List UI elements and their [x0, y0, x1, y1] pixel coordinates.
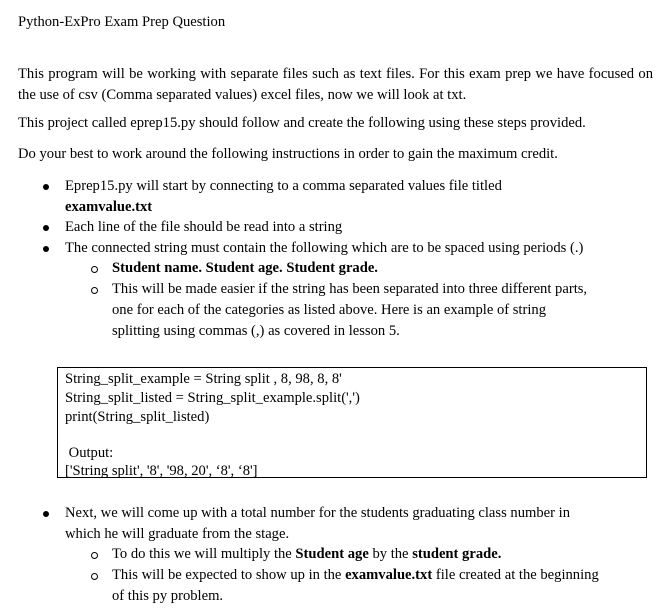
filename-bold: examvalue.txt — [65, 199, 153, 215]
sub-item-splitting — [112, 279, 644, 342]
total-line-2: which he will graduate from the stage. — [65, 526, 290, 542]
examvalue-bold: examvalue.txt — [345, 567, 433, 583]
multiply-text: To do this we will multiply the — [112, 546, 296, 562]
sub-item-fields — [112, 258, 644, 279]
bullet-item-total-number — [65, 503, 643, 545]
sub-item-multiply — [112, 544, 644, 565]
student-grade-bold: student grade. — [412, 546, 502, 562]
splitting-line-1: This will be made easier if the string has been separated into three different parts, — [112, 281, 588, 297]
code-line-1: String_split_example = String split , 8, 98, 8, 8' — [65, 371, 342, 387]
sub-bullet-icon — [91, 266, 98, 273]
splitting-line-2: one for each of the categories as listed above. Here is an example of string — [112, 302, 546, 318]
bullet-item-read-lines: Each line of the file should be read into a string — [65, 219, 343, 235]
code-output-value: ['String split', '8', '98, 20', ‘8', ‘8'] — [65, 463, 258, 479]
expected-text: This will be expected to show up in the — [112, 567, 346, 583]
bullet-item-connected-string: The connected string must contain the following which are to be spaced using periods (.) — [65, 240, 584, 256]
bullet-text: Eprep15.py will start by connecting to a comma separated values file titled — [65, 178, 502, 194]
total-line-1: Next, we will come up with a total number for the students graduating class number in — [65, 505, 570, 521]
bullet-icon — [43, 225, 49, 231]
project-paragraph: This project called eprep15.py should follow and create the following using these steps provided. — [18, 115, 586, 131]
code-output-label: Output: — [65, 445, 114, 461]
sub-item-expected-output — [112, 565, 644, 607]
document-title: Python-ExPro Exam Prep Question — [18, 14, 226, 30]
bullet-icon — [43, 184, 49, 190]
sub-bullet-icon — [91, 287, 98, 294]
bullet-icon — [43, 511, 49, 517]
bullet-item-connect — [65, 176, 643, 218]
student-age-bold: Student age — [295, 546, 369, 562]
intro-paragraph: This program will be working with separate files such as text files. For this exam prep we have focused on the use of csv (Comma separated values) excel files, now we will look at txt. — [18, 66, 653, 103]
code-line-3: print(String_split_listed) — [65, 409, 210, 425]
instructions-paragraph: Do your best to work around the following instructions in order to gain the maximum credit. — [18, 146, 558, 162]
splitting-line-3: splitting using commas (,) as covered in lesson 5. — [112, 323, 400, 339]
fields-bold: Student name. Student age. Student grade. — [112, 260, 378, 276]
multiply-mid-text: by the — [368, 546, 413, 562]
expected-line-2: of this py problem. — [112, 588, 224, 604]
code-line-2: String_split_listed = String_split_example.split(',') — [65, 390, 360, 406]
expected-post-text: file created at the beginning — [432, 567, 599, 583]
sub-bullet-icon — [91, 573, 98, 580]
bullet-icon — [43, 246, 49, 252]
sub-bullet-icon — [91, 552, 98, 559]
code-example-box — [57, 367, 647, 478]
